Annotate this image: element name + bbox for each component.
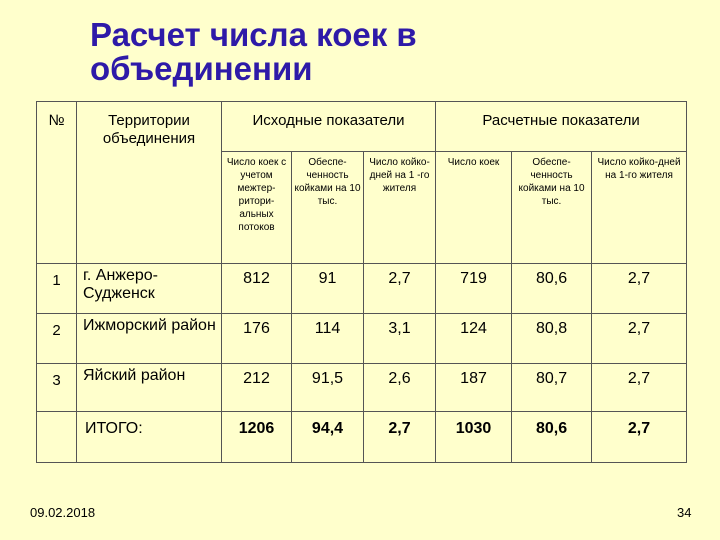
total-value: 2,7: [364, 412, 436, 463]
footer-date: 09.02.2018: [30, 505, 96, 520]
table-row: [37, 364, 687, 412]
header-number: №: [37, 102, 77, 264]
cell-value: 2,7: [592, 314, 687, 364]
cell-value: 176: [222, 314, 292, 364]
cell-value: 2,7: [364, 264, 436, 314]
subheader-bed-days-per-resident: Число койко-дней на 1 -го жителя: [364, 152, 436, 264]
cell-value: 80,6: [512, 264, 592, 314]
cell-value: 91: [292, 264, 364, 314]
total-value: 1206: [222, 412, 292, 463]
cell-value: 2,7: [592, 264, 687, 314]
total-number-cell: [37, 412, 77, 463]
page-number: 34: [677, 505, 692, 520]
cell-value: 812: [222, 264, 292, 314]
subheader-calc-beds-per-10k: Обеспе-ченность койками на 10 тыс.: [512, 152, 592, 264]
cell-value: 212: [222, 364, 292, 412]
subheader-calc-beds: Число коек: [436, 152, 512, 264]
total-label: ИТОГО:: [77, 412, 222, 463]
row-number: 1: [37, 264, 77, 314]
cell-value: 2,6: [364, 364, 436, 412]
row-number: 3: [37, 364, 77, 412]
header-source-indicators: Исходные показатели: [222, 102, 436, 152]
subheader-calc-bed-days: Число койко-дней на 1-го жителя: [592, 152, 687, 264]
slide-title: Расчет числа коек в объединении: [90, 16, 417, 87]
cell-value: 124: [436, 314, 512, 364]
table-row: [37, 264, 687, 314]
header-territory: Территории объединения: [77, 102, 222, 264]
total-row: [37, 412, 687, 463]
total-value: 80,6: [512, 412, 592, 463]
row-territory: г. Анжеро-Судженск: [77, 264, 222, 314]
header-row: [37, 102, 687, 152]
row-territory: Яйский район: [77, 364, 222, 412]
row-number: 2: [37, 314, 77, 364]
cell-value: 114: [292, 314, 364, 364]
row-territory: Ижморский район: [77, 314, 222, 364]
cell-value: 187: [436, 364, 512, 412]
total-value: 94,4: [292, 412, 364, 463]
cell-value: 719: [436, 264, 512, 314]
cell-value: 2,7: [592, 364, 687, 412]
subheader-beds-with-flows: Число коек с учетом межтер-ритори-альных потоков: [222, 152, 292, 264]
total-value: 1030: [436, 412, 512, 463]
cell-value: 80,8: [512, 314, 592, 364]
cell-value: 80,7: [512, 364, 592, 412]
bed-calculation-table: [36, 101, 687, 463]
table-row: [37, 314, 687, 364]
cell-value: 91,5: [292, 364, 364, 412]
header-calculated-indicators: Расчетные показатели: [436, 102, 687, 152]
total-value: 2,7: [592, 412, 687, 463]
cell-value: 3,1: [364, 314, 436, 364]
subheader-beds-per-10k: Обеспе-ченность койками на 10 тыс.: [292, 152, 364, 264]
